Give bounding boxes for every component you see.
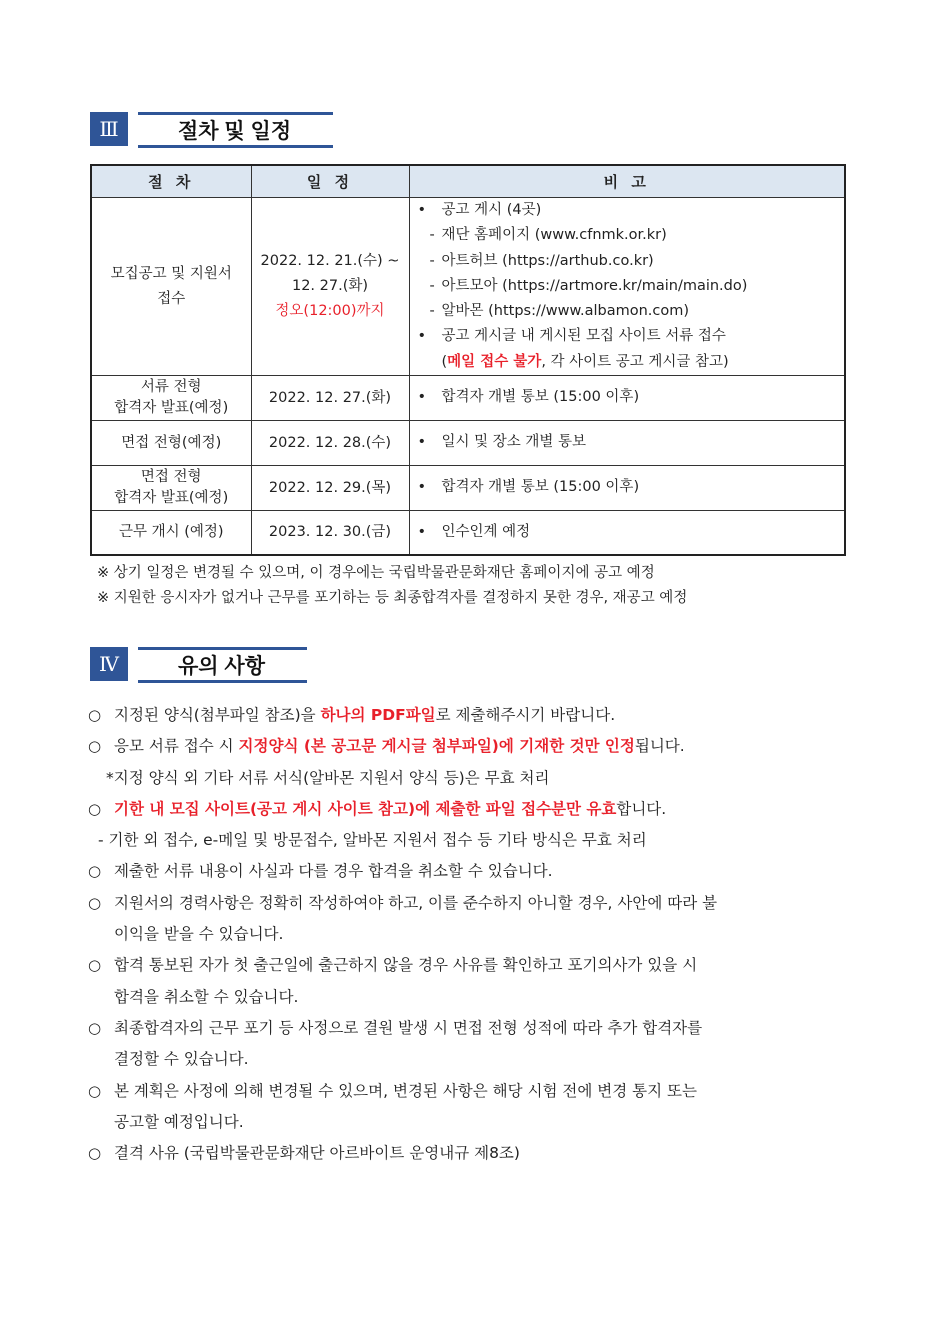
note-line: ※ 지원한 응시자가 없거나 근무를 포기하는 등 최종합격자를 결정하지 못한 경우, 재공고 예정 xyxy=(97,590,688,606)
list-item: ○ 결격 사유 (국립박물관문화재단 아르바이트 운영내규 제8조) xyxy=(88,1138,858,1169)
header-remarks: 비 고 xyxy=(409,165,845,198)
list-item: ○ 본 계획은 사정에 의해 변경될 수 있으며, 변경된 사항은 해당 시험 전에 변경 통지 또는 공고할 예정입니다. xyxy=(88,1076,858,1139)
section-3-title: 절차 및 일정 xyxy=(138,112,333,148)
dash-icon: - xyxy=(429,277,435,294)
circle-bullet-icon: ○ xyxy=(88,862,102,881)
remark-line: (메일 접수 불가, 각 사이트 공고 게시글 참고) xyxy=(441,353,729,370)
step-cell: 모집공고 및 지원서 접수 xyxy=(91,198,251,376)
header-date: 일 정 xyxy=(251,165,409,198)
step-cell: 서류 전형 합격자 발표(예정) xyxy=(91,376,251,421)
section-4-title: 유의 사항 xyxy=(138,647,307,683)
bullet-icon: • xyxy=(417,434,427,451)
schedule-table xyxy=(90,164,846,556)
table-row xyxy=(91,466,845,511)
remark-line: - 알바몬 (https://www.albamon.com) xyxy=(418,299,845,324)
circle-bullet-icon: ○ xyxy=(88,893,102,912)
circle-bullet-icon: ○ xyxy=(88,1018,102,1037)
remarks-cell: • 인수인계 예정 xyxy=(409,511,845,555)
remarks-cell: • 일시 및 장소 개별 통보 xyxy=(409,421,845,466)
form-emphasis: 지정양식 (본 공고문 게시글 첨부파일)에 기재한 것만 인정 xyxy=(238,737,635,756)
step-cell: 면접 전형 합격자 발표(예정) xyxy=(91,466,251,511)
valid-submission-emphasis: 기한 내 모집 사이트(공고 게시 사이트 참고)에 제출한 파일 접수분만 유효 xyxy=(114,799,617,818)
table-row xyxy=(91,376,845,421)
step-cell: 면접 전형(예정) xyxy=(91,421,251,466)
list-item: ○ 합격 통보된 자가 첫 출근일에 출근하지 않을 경우 사유를 확인하고 포기의사가 있을 시 합격을 취소할 수 있습니다. xyxy=(88,950,858,1013)
table-header-row xyxy=(91,165,845,198)
table-row xyxy=(91,511,845,555)
date-cell: 2022. 12. 27.(화) xyxy=(251,376,409,421)
list-item: ○ 기한 내 모집 사이트(공고 게시 사이트 참고)에 제출한 파일 접수분만 유효합니다. xyxy=(88,794,858,825)
date-cell: 2023. 12. 30.(금) xyxy=(251,511,409,555)
pdf-emphasis: 하나의 PDF파일 xyxy=(320,706,436,724)
bullet-icon: • xyxy=(417,328,427,345)
section-4-number: Ⅳ xyxy=(90,647,128,681)
table-row xyxy=(91,198,845,376)
list-item: ○ 응모 서류 접수 시 지정양식 (본 공고문 게시글 첨부파일)에 기재한 것만 인정됩니다. xyxy=(88,731,858,762)
date-cell: 2022. 12. 28.(수) xyxy=(251,421,409,466)
circle-bullet-icon: ○ xyxy=(88,1144,102,1163)
section-3-heading xyxy=(90,112,333,148)
remark-line: • 공고 게시글 내 게시된 모집 사이트 서류 접수 xyxy=(418,324,845,349)
bullet-icon: • xyxy=(417,479,427,496)
circle-bullet-icon: ○ xyxy=(88,956,102,975)
date-cell: 2022. 12. 21.(수) ~ 12. 27.(화) 정오(12:00)까지 xyxy=(251,198,409,376)
circle-bullet-icon: ○ xyxy=(88,737,102,756)
header-step: 절 차 xyxy=(91,165,251,198)
deadline-note: 정오(12:00)까지 xyxy=(275,303,385,320)
bullet-icon: • xyxy=(417,389,427,406)
remarks-cell xyxy=(409,198,845,376)
circle-bullet-icon: ○ xyxy=(88,706,102,724)
section-3-number: Ⅲ xyxy=(90,112,128,146)
bullet-icon: • xyxy=(417,202,427,218)
schedule-notes xyxy=(97,561,687,611)
remark-line: • 공고 게시 (4곳) xyxy=(418,198,845,223)
list-item: ○ 지원서의 경력사항은 정확히 작성하여야 하고, 이를 준수하지 아니할 경우, 사안에 따라 불 이익을 받을 수 있습니다. xyxy=(88,888,858,951)
remark-line: - 아트허브 (https://arthub.co.kr) xyxy=(418,249,845,274)
note-line: ※ 상기 일정은 변경될 수 있으며, 이 경우에는 국립박물관문화재단 홈페이지에 공고 예정 xyxy=(97,565,655,581)
caution-list xyxy=(88,700,858,1169)
remark-line: - 재단 홈페이지 (www.cfnmk.or.kr) xyxy=(418,223,845,248)
circle-bullet-icon: ○ xyxy=(88,799,102,818)
list-sub-item: - 기한 외 접수, e-메일 및 방문접수, 알바몬 지원서 접수 등 기타 방식은 무효 처리 xyxy=(98,831,647,850)
list-item: ○ 지정된 양식(첨부파일 참조)을 하나의 PDF파일로 제출해주시기 바랍니다. xyxy=(88,700,858,731)
remarks-cell: • 합격자 개별 통보 (15:00 이후) xyxy=(409,376,845,421)
date-cell: 2022. 12. 29.(목) xyxy=(251,466,409,511)
dash-icon: - xyxy=(429,303,435,320)
step-cell: 근무 개시 (예정) xyxy=(91,511,251,555)
list-sub-item: *지정 양식 외 기타 서류 서식(알바몬 지원서 양식 등)은 무효 처리 xyxy=(106,768,550,787)
section-4-heading xyxy=(90,647,307,683)
circle-bullet-icon: ○ xyxy=(88,1081,102,1100)
remark-line: - 아트모아 (https://artmore.kr/main/main.do) xyxy=(418,274,845,299)
no-email-emphasis: 메일 접수 불가 xyxy=(447,353,542,370)
list-item: ○ 제출한 서류 내용이 사실과 다를 경우 합격을 취소할 수 있습니다. xyxy=(88,856,858,887)
list-item: ○ 최종합격자의 근무 포기 등 사정으로 결원 발생 시 면접 전형 성적에 따라 추가 합격자를 결정할 수 있습니다. xyxy=(88,1013,858,1076)
dash-icon: - xyxy=(429,227,435,244)
remarks-cell: • 합격자 개별 통보 (15:00 이후) xyxy=(409,466,845,511)
bullet-icon: • xyxy=(417,523,427,540)
table-row xyxy=(91,421,845,466)
dash-icon: - xyxy=(429,252,435,269)
